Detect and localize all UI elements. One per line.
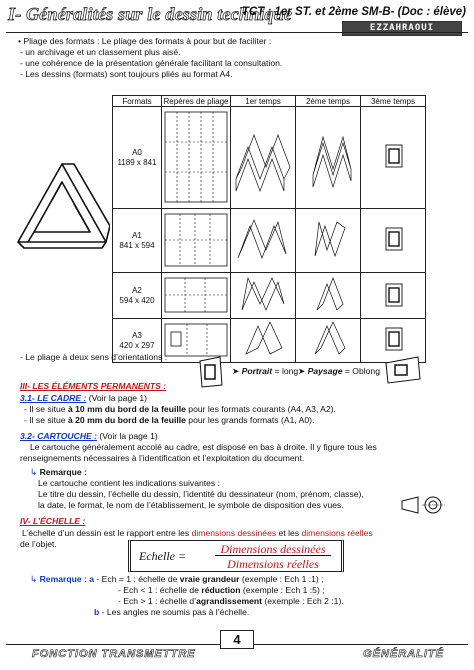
orientation-intro: - Le pliage à deux sens d’orientations :: [20, 352, 168, 362]
fold-step-1-a2: [232, 274, 294, 316]
remarque-line-1: Le cartouche contient les indications suivantes :: [38, 478, 221, 488]
fraction-bar: [215, 555, 331, 556]
footer-left: FONCTION TRANSMETTRE: [32, 648, 196, 660]
ech-line-b: [94, 607, 249, 618]
remarque-heading: [30, 467, 87, 478]
intro-item: - Les dessins (formats) sont toujours pliés au format A4.: [20, 69, 233, 79]
fold-step-3-a0: [362, 109, 424, 205]
footer-right: GÉNÉRALITÉ: [363, 648, 444, 660]
cartouche-heading: [20, 431, 158, 442]
text: - Ech = 1 : échelle de: [94, 574, 180, 584]
echelle-def-line-2: de l’objet.: [20, 539, 57, 549]
text: (exemple : Ech 1 :5) ;: [240, 585, 325, 595]
fold-step-cell: [296, 319, 361, 363]
view-disposition-symbol: [400, 493, 448, 517]
penrose-triangle-figure: [14, 160, 110, 250]
text: pour les grands formats (A1, A0).: [185, 415, 315, 425]
fold-step-1-a1: [232, 210, 294, 270]
fold-step-cell: [296, 209, 361, 273]
paysage-label: [298, 366, 380, 377]
format-name: A1: [132, 230, 142, 240]
fold-step-cell: [361, 107, 426, 209]
cadre-ref: (Voir la page 1): [86, 393, 148, 403]
format-size: 420 x 297: [119, 340, 155, 350]
fold-step-2-a2: [297, 274, 359, 316]
text: pour les formats courants (A4, A3, A2).: [185, 404, 336, 414]
fold-step-1-a0: [232, 109, 294, 205]
header-divider: [6, 32, 468, 33]
remarque-a-label: Remarque : a: [39, 574, 95, 584]
fold-marks-cell: [162, 273, 231, 319]
text: - Ech < 1 : échelle de: [118, 585, 202, 595]
author-logo: EZZAHRAOUI: [342, 21, 462, 36]
fold-step-cell: [231, 107, 296, 209]
table-header: 3ème temps: [361, 96, 426, 107]
arrow-bullet-icon: ➤: [298, 366, 308, 376]
format-size: 1189 x 841: [117, 157, 157, 167]
intro-bullet: • Pliage des formats : Le pliage des formats à pour but de faciliter :: [18, 36, 272, 46]
remarque-line-3: la date, le format, le nom de l’établissement, le symbole de disposition des vues.: [38, 500, 344, 510]
fold-step-cell: [361, 209, 426, 273]
fold-step-3-a3: [362, 320, 424, 360]
format-name: A0: [132, 147, 142, 157]
fold-marks-cell: [162, 209, 231, 273]
format-cell: [113, 273, 162, 319]
cadre-line-1: [24, 404, 336, 415]
portrait-word: Portrait: [241, 366, 273, 376]
table-header: 1er temps: [231, 96, 296, 107]
section-3-title: III- LES ÉLÉMENTS PERMANENTS :: [20, 381, 167, 391]
text-bold: à 10 mm du bord de la feuille: [67, 404, 186, 414]
text: - Il se situe: [24, 415, 68, 425]
fold-step-3-a1: [362, 210, 424, 270]
text-red: dimensions dessinées: [191, 528, 277, 538]
section-4-title: IV- L’ÉCHELLE :: [20, 516, 86, 526]
fold-step-cell: [231, 209, 296, 273]
fold-step-cell: [231, 273, 296, 319]
text-bold: vraie grandeur: [179, 574, 240, 584]
cartouche-title: 3.2- CARTOUCHE :: [20, 431, 98, 441]
formula-denominator: Dimensions réelles: [227, 557, 319, 571]
scale-formula-box: [128, 540, 344, 572]
fold-marks-cell: [162, 107, 231, 209]
cartouche-ref: (Voir la page 1): [97, 431, 158, 441]
fold-step-1-a3: [232, 320, 294, 360]
text: - Les angles ne soumis pas à l’échelle.: [99, 607, 250, 617]
portrait-label: [232, 366, 298, 377]
fold-marks-a3: [163, 320, 229, 360]
cadre-title: 3.1- LE CADRE :: [20, 393, 87, 403]
fold-marks-a1: [163, 210, 229, 270]
format-name: A3: [132, 330, 142, 340]
fold-step-3-a2: [362, 274, 424, 316]
text-red: dimensions réelles: [301, 528, 373, 538]
table-header: Repères de pliage: [162, 96, 231, 107]
formula-numerator: Dimensions dessinées: [220, 542, 326, 556]
arrow-return-icon: ↳: [30, 467, 40, 477]
ech-line-2: [118, 585, 325, 596]
page-title: I- Généralités sur le dessin technique: [8, 4, 293, 24]
format-size: 594 x 420: [119, 295, 155, 305]
format-size: 841 x 594: [119, 240, 155, 250]
text: L’échelle d’un dessin est le rapport entre les: [22, 528, 192, 538]
text-bold: réduction: [201, 585, 241, 595]
fold-marks-a2: [163, 274, 229, 316]
text-bold: à 20 mm du bord de la feuille: [67, 415, 186, 425]
cartouche-line-2: renseignements nécessaires à l’identification et l’exploitation du document.: [20, 453, 305, 463]
format-name: A2: [132, 285, 142, 295]
fold-step-2-a0: [297, 109, 359, 205]
remarque-b-label: b: [94, 607, 100, 617]
fold-marks-a0: [163, 108, 229, 206]
arrow-bullet-icon: ➤: [232, 366, 242, 376]
cadre-line-2: [24, 415, 314, 426]
formula-left: Echelle =: [139, 549, 187, 563]
fold-step-cell: [296, 107, 361, 209]
ech-line-3: [118, 596, 344, 607]
text-bold: agrandissement: [196, 596, 263, 606]
portrait-folded-icon: [196, 355, 226, 389]
cartouche-line-1: Le cartouche généralement accolé au cadre, est disposé en bas à droite. Il y figure tous les: [30, 442, 377, 452]
remarque-label: Remarque :: [39, 467, 87, 477]
fold-step-cell: [296, 273, 361, 319]
table-header: Formats: [113, 96, 162, 107]
fold-step-cell: [231, 319, 296, 363]
paysage-word: Paysage: [307, 366, 343, 376]
portrait-value: = long: [272, 366, 299, 376]
class-header: TCT ; 1er ST. et 2ème SM-B- (Doc : élève): [241, 6, 466, 18]
fold-step-2-a1: [297, 210, 359, 270]
intro-item: - une cohérence de la présentation générale facilitant la consultation.: [20, 58, 283, 68]
text: - Il se situe: [24, 404, 68, 414]
folding-table: [112, 95, 426, 363]
text: - Ech > 1 : échelle d’: [118, 596, 197, 606]
landscape-folded-icon: [384, 355, 422, 385]
table-header: 2ème temps: [296, 96, 361, 107]
fold-step-2-a3: [297, 320, 359, 360]
arrow-return-icon: ↳: [30, 574, 40, 584]
page-number: 4: [220, 630, 254, 649]
intro-item: - un archivage et un classement plus aisé.: [20, 47, 181, 57]
fold-step-cell: [361, 273, 426, 319]
echelle-def-line-1: [22, 528, 373, 539]
ech-line-1: [30, 574, 324, 585]
text: (exemple : Ech 2 :1).: [262, 596, 344, 606]
text: et les: [276, 528, 302, 538]
format-cell: [113, 209, 162, 273]
cadre-heading: [20, 393, 147, 404]
text: (exemple : Ech 1 :1) ;: [239, 574, 324, 584]
paysage-value: = Oblong: [342, 366, 380, 376]
remarque-line-2: Le titre du dessin, l’échelle du dessin, l’identité du dessinateur (nom, prénom, classe),: [38, 489, 364, 499]
format-cell: [113, 107, 162, 209]
